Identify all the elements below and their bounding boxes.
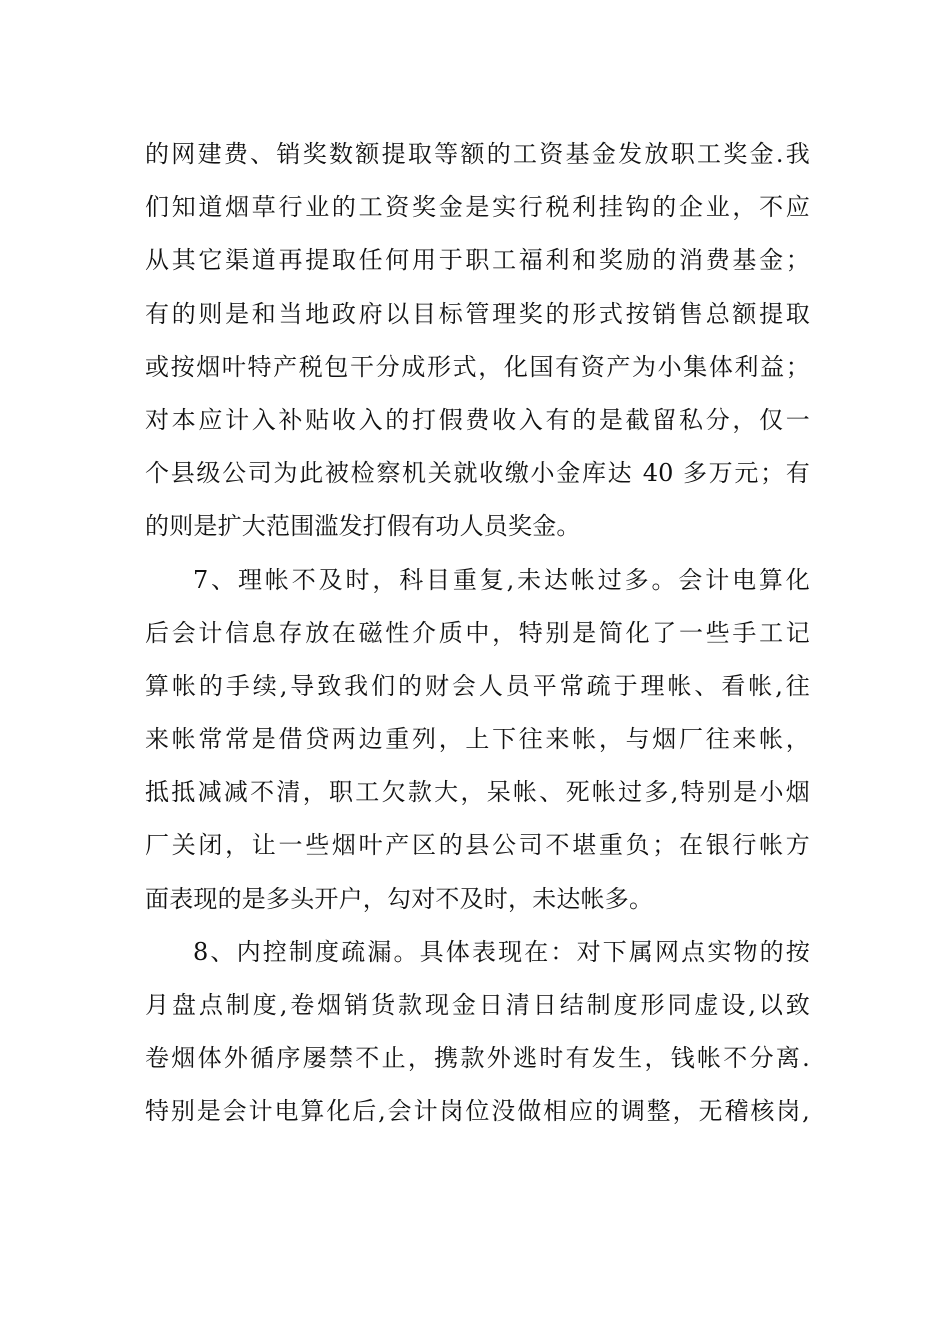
text-line: 算帐的手续,导致我们的财会人员平常疏于理帐、看帐,往 — [145, 671, 810, 700]
text-line: 7、理帐不及时，科目重复,未达帐过多。会计电算化 — [193, 565, 810, 594]
text-line: 个县级公司为此被检察机关就收缴小金库达 40 多万元；有 — [145, 459, 810, 488]
text-line: 对本应计入补贴收入的打假费收入有的是截留私分，仅一 — [145, 405, 810, 434]
text-line: 有的则是和当地政府以目标管理奖的形式按销售总额提取 — [145, 299, 810, 328]
text-line: 的网建费、销奖数额提取等额的工资基金发放职工奖金.我 — [145, 140, 810, 168]
text-line: 厂关闭，让一些烟叶产区的县公司不堪重负；在银行帐方 — [145, 831, 810, 860]
text-line: 后会计信息存放在磁性介质中，特别是简化了一些手工记 — [145, 618, 810, 647]
text-line: 月盘点制度,卷烟销货款现金日清日结制度形同虚设,以致 — [145, 991, 810, 1019]
paragraph-1 — [145, 128, 810, 554]
text-line: 卷烟体外循序屡禁不止，携款外逃时有发生，钱帐不分离. — [145, 1044, 810, 1073]
text-line: 从其它渠道再提取任何用于职工福利和奖励的消费基金； — [145, 246, 810, 275]
text-line: 来帐常常是借贷两边重列，上下往来帐，与烟厂往来帐， — [145, 725, 810, 754]
text-line: 的则是扩大范围滥发打假有功人员奖金。 — [145, 512, 581, 541]
text-line: 抵抵减减不清，职工欠款大，呆帐、死帐过多,特别是小烟 — [145, 778, 810, 807]
paragraph-item-7 — [145, 554, 810, 926]
document-body — [145, 128, 810, 1139]
text-line: 特别是会计电算化后,会计岗位没做相应的调整，无稽核岗, — [145, 1097, 810, 1126]
text-line: 或按烟叶特产税包干分成形式，化国有资产为小集体利益； — [145, 352, 810, 381]
paragraph-item-8 — [145, 926, 810, 1139]
text-line: 面表现的是多头开户，勾对不及时，未达帐多。 — [145, 884, 654, 913]
text-line: 8、内控制度疏漏。具体表现在：对下属网点实物的按 — [193, 937, 810, 966]
text-line: 们知道烟草行业的工资奖金是实行税利挂钩的企业，不应 — [145, 193, 810, 222]
